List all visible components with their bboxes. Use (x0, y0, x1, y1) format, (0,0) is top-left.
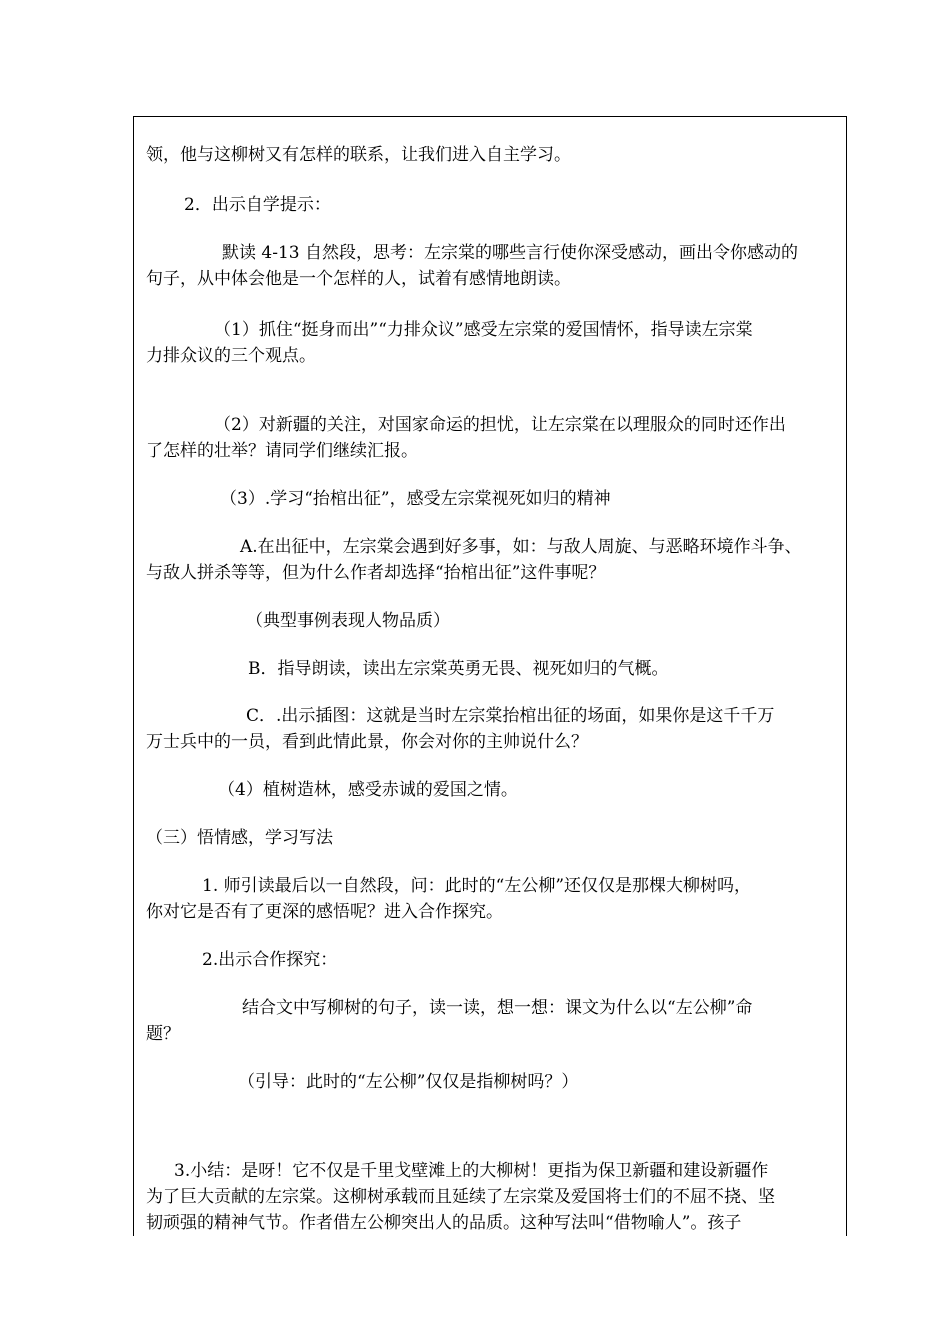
line-text: （1）抓住“挺身而出”“力排众议”感受左宗棠的爱国情怀，指导读左宗棠 (214, 320, 753, 340)
text-line (134, 609, 846, 633)
line-text: （4）植树造林，感受赤诚的爱国之情。 (218, 780, 518, 800)
line-text: 为了巨大贡献的左宗棠。这柳树承载而且延续了左宗棠及爱国将士们的不屈不挠、坚 (146, 1187, 775, 1207)
text-line (134, 1211, 846, 1235)
line-text: 默读 4-13 自然段，思考：左宗棠的哪些言行使你深受感动，画出令你感动的 (222, 243, 798, 263)
line-text: （2）对新疆的关注，对国家命运的担忧，让左宗棠在以理服众的同时还作出 (214, 415, 786, 435)
text-line (134, 826, 846, 850)
line-text: C．.出示插图：这就是当时左宗棠抬棺出征的场面，如果你是这千千万 (246, 706, 775, 726)
text-line (134, 413, 846, 437)
text-line (134, 704, 846, 728)
text-line (134, 267, 846, 291)
line-text: 韧顽强的精神气节。作者借左公柳突出人的品质。这种写法叫“借物喻人”。孩子 (146, 1213, 742, 1233)
line-text: 3.小结：是呀！它不仅是千里戈壁滩上的大柳树！更指为保卫新疆和建设新疆作 (174, 1161, 769, 1181)
text-line (134, 241, 846, 265)
line-text: 与敌人拼杀等等，但为什么作者却选择“抬棺出征”这件事呢？ (146, 563, 606, 583)
text-line (134, 318, 846, 342)
text-line (134, 778, 846, 802)
text-line (134, 1070, 846, 1094)
text-line (134, 657, 846, 681)
text-line (134, 1159, 846, 1183)
text-line (134, 487, 846, 511)
text-line (134, 900, 846, 924)
line-text: 你对它是否有了更深的感悟呢？进入合作探究。 (146, 902, 503, 922)
line-text: （引导：此时的“左公柳”仅仅是指柳树吗？） (238, 1072, 579, 1092)
line-text: 句子，从中体会他是一个怎样的人，试着有感情地朗读。 (146, 269, 571, 289)
document-table-cell (133, 116, 847, 1236)
text-line (134, 344, 846, 368)
text-line (134, 948, 846, 972)
text-line (134, 730, 846, 754)
line-text: 2.出示合作探究： (202, 950, 338, 970)
text-line (134, 561, 846, 585)
line-text: 万士兵中的一员，看到此情此景，你会对你的主帅说什么？ (146, 732, 588, 752)
text-line (134, 193, 846, 217)
line-text: 2．出示自学提示： (184, 195, 331, 215)
line-text: 领，他与这柳树又有怎样的联系，让我们进入自主学习。 (146, 145, 571, 165)
line-text: （三）悟情感，学习写法 (146, 828, 333, 848)
line-text: （3）.学习“抬棺出征”，感受左宗棠视死如归的精神 (220, 489, 611, 509)
line-text: 题？ (146, 1024, 180, 1044)
text-line (134, 874, 846, 898)
text-line (134, 439, 846, 463)
text-line (134, 1022, 846, 1046)
line-text: A.在出征中，左宗棠会遇到好多事，如：与敌人周旋、与恶略环境作斗争、 (240, 537, 802, 557)
line-text: （典型事例表现人物品质） (246, 611, 450, 631)
text-line (134, 1185, 846, 1209)
line-text: 了怎样的壮举？请同学们继续汇报。 (146, 441, 418, 461)
line-text: 结合文中写柳树的句子，读一读，想一想：课文为什么以“左公柳”命 (242, 998, 753, 1018)
text-line (134, 143, 846, 167)
text-line (134, 535, 846, 559)
line-text: 力排众议的三个观点。 (146, 346, 316, 366)
line-text: B．指导朗读，读出左宗棠英勇无畏、视死如归的气概。 (248, 659, 669, 679)
text-line (134, 996, 846, 1020)
line-text: 1. 师引读最后以一自然段，问：此时的“左公柳”还仅仅是那棵大柳树吗， (202, 876, 752, 896)
